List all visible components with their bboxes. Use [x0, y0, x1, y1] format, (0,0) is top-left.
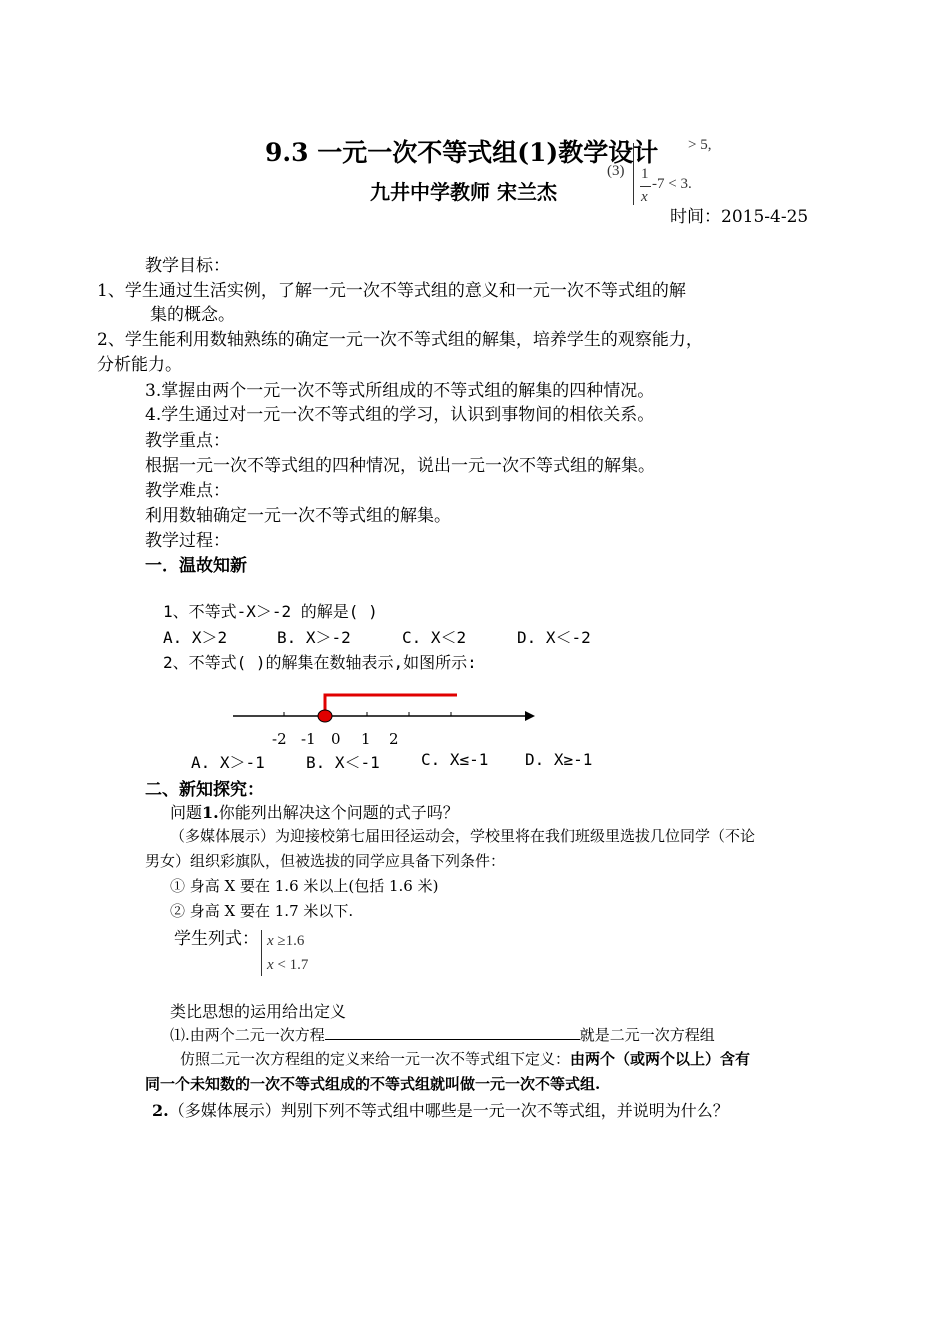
student-formula-label: 学生列式：	[174, 929, 259, 949]
number-line-label: 0	[331, 730, 341, 748]
difficulty-text: 利用数轴确定一元一次不等式组的解集。	[145, 506, 451, 526]
overlay-line1: > 5,	[688, 137, 712, 153]
system-line-1	[267, 933, 304, 950]
section-new-knowledge: 二、新知探究：	[145, 780, 264, 800]
problem-2-text: （多媒体展示）判别下列不等式组中哪些是一元一次不等式组，并说明为什么？	[168, 1101, 729, 1120]
problem-1-text: 你能列出解决这个问题的式子吗？	[218, 803, 459, 822]
definition-2-line1	[180, 1048, 750, 1069]
system-brace	[261, 930, 262, 976]
q2-option-d: D. X≥-1	[525, 750, 593, 769]
problem-2-line	[152, 1098, 729, 1121]
number-line-arrow-icon	[525, 711, 535, 721]
problem-2-number: 2.	[152, 1101, 169, 1120]
overlay-system-label: (3)	[607, 163, 625, 179]
q2-option-c: C. X≤-1	[421, 750, 489, 769]
problem-1-line	[170, 800, 459, 823]
number-line-label: -2	[272, 730, 287, 748]
definition-2-bold-part1: 由两个（或两个以上）含有	[570, 1050, 751, 1068]
definition-2-line2: 同一个未知数的一次不等式组成的不等式组就叫做一元一次不等式组.	[145, 1075, 601, 1093]
system-line-1-var: x	[267, 933, 274, 949]
problem-1-number: 1.	[202, 803, 219, 822]
overlay-brace	[633, 143, 634, 205]
system-line-2-var: x	[267, 957, 274, 973]
q1-option-c: C. X＜2	[402, 628, 467, 647]
definition-1-blank	[325, 1025, 580, 1040]
problem-1-desc-line2: 男女）组织彩旗队，但被选拔的同学应具备下列条件：	[145, 852, 506, 870]
overlay-line2-rest: -7 < 3.	[652, 176, 692, 192]
system-line-2	[267, 957, 308, 974]
objective-3: 3.掌握由两个一元一次不等式所组成的不等式组的解集的四种情况。	[145, 381, 655, 401]
overlay-fraction-bar	[640, 186, 651, 187]
analogy-line: 类比思想的运用给出定义	[170, 1002, 347, 1021]
objective-4: 4.学生通过对一元一次不等式组的学习，认识到事物间的相依关系。	[145, 405, 655, 425]
definition-1	[170, 1024, 715, 1045]
solution-endpoint-dot	[318, 710, 332, 722]
q2-option-a: A. X＞-1	[191, 753, 265, 772]
number-line-label: -1	[301, 730, 316, 748]
system-line-1-rest: ≥1.6	[273, 933, 305, 949]
solution-ray	[325, 695, 457, 716]
author-line: 九井中学教师 宋兰杰	[370, 180, 557, 204]
system-line-2-rest: < 1.7	[273, 957, 309, 973]
question-2: 2、不等式( )的解集在数轴表示,如图所示:	[163, 653, 477, 672]
q2-option-b: B. X＜-1	[306, 753, 380, 772]
definition-1-prefix: ⑴.由两个二元一次方程	[170, 1026, 325, 1044]
problem-1-prefix: 问题	[170, 803, 203, 822]
objectives-heading: 教学目标：	[145, 256, 230, 276]
definition-2-normal: 仿照二元一次方程组的定义来给一元一次不等式组下定义：	[180, 1050, 571, 1068]
definition-1-suffix: 就是二元一次方程组	[579, 1026, 715, 1044]
problem-1-desc-line1: （多媒体展示）为迎接校第七届田径运动会，学校里将在我们班级里选拔几位同学（不论	[170, 827, 756, 845]
objective-2-line1: 2、学生能利用数轴熟练的确定一元一次不等式组的解集，培养学生的观察能力，	[97, 330, 703, 350]
objective-2-line2: 分析能力。	[97, 355, 182, 375]
condition-2: ② 身高 X 要在 1.7 米以下.	[170, 902, 354, 920]
key-point-heading: 教学重点：	[145, 431, 230, 451]
number-line-label: 2	[389, 730, 399, 748]
q1-option-d: D. X＜-2	[517, 628, 591, 647]
number-line-label: 1	[361, 730, 371, 748]
section-review: 一．温故知新	[145, 556, 247, 576]
q1-option-a: A. X＞2	[163, 628, 228, 647]
process-heading: 教学过程：	[145, 531, 230, 551]
date-line: 时间：2015-4-25	[670, 207, 809, 227]
key-point-text: 根据一元一次不等式组的四种情况，说出一元一次不等式组的解集。	[145, 456, 655, 476]
difficulty-heading: 教学难点：	[145, 481, 230, 501]
overlay-fraction-numerator: 1	[641, 166, 649, 182]
objective-1-line1: 1、学生通过生活实例，了解一元一次不等式组的意义和一元一次不等式组的解	[97, 281, 686, 301]
question-1: 1、不等式-X＞-2 的解是( )	[163, 602, 378, 621]
overlay-fraction-denominator: x	[641, 189, 648, 205]
q1-option-b: B. X＞-2	[277, 628, 351, 647]
objective-1-line2: 集的概念。	[150, 305, 235, 325]
condition-1: ① 身高 X 要在 1.6 米以上(包括 1.6 米)	[170, 877, 439, 895]
page-title: 9.3 一元一次不等式组(1)教学设计	[265, 138, 659, 167]
